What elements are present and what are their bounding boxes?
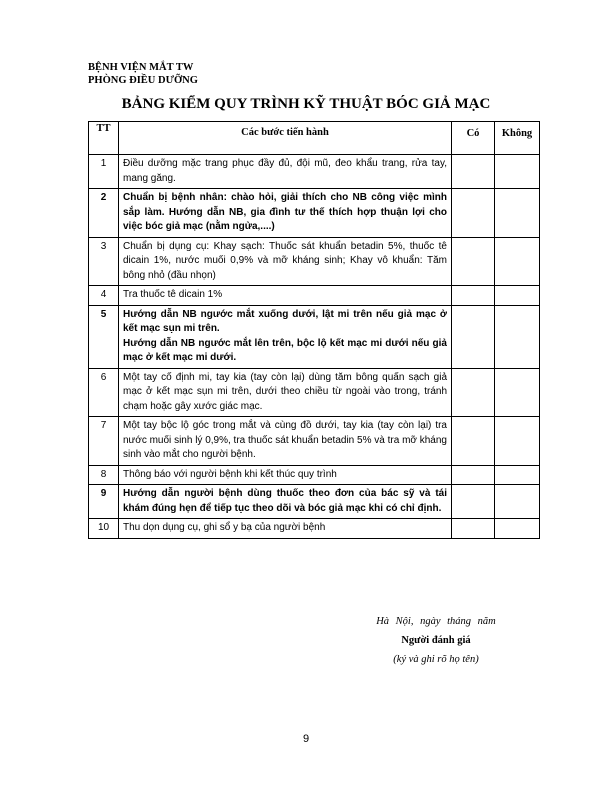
row-number: 7 — [89, 417, 119, 466]
row-step-text: Chuẩn bị dụng cụ: Khay sạch: Thuốc sát khuẩn betadin 5%, thuốc tê dicain 1%, nước muối 0,9% và mỡ kháng sinh; Khay vô khuẩn: Tăm bông nhỏ (đầu nhọn) — [123, 240, 447, 281]
row-khong-cell[interactable] — [495, 155, 540, 189]
table-row — [89, 465, 540, 485]
page-number: 9 — [302, 733, 310, 745]
row-step-cell — [119, 519, 452, 539]
row-step-cell — [119, 189, 452, 238]
row-number: 8 — [89, 465, 119, 485]
checklist-table — [88, 121, 540, 539]
row-khong-cell[interactable] — [495, 305, 540, 368]
signature-date-line: Hà Nội, ngày tháng năm — [376, 616, 496, 627]
row-step-cell — [119, 305, 452, 368]
table-row — [89, 305, 540, 368]
table-row — [89, 189, 540, 238]
row-co-cell[interactable] — [452, 189, 495, 238]
row-step-cell — [119, 237, 452, 286]
signature-note: (ký và ghi rõ họ tên) — [393, 654, 479, 665]
row-co-cell[interactable] — [452, 417, 495, 466]
header-co: Có — [452, 122, 495, 155]
table-header-row — [89, 122, 540, 155]
row-step-text: Thu dọn dụng cụ, ghi sổ y bạ của người bệnh — [123, 522, 326, 533]
row-co-cell[interactable] — [452, 465, 495, 485]
row-number: 6 — [89, 368, 119, 417]
row-step-cell — [119, 155, 452, 189]
table-row — [89, 417, 540, 466]
row-co-cell[interactable] — [452, 237, 495, 286]
table-row — [89, 485, 540, 519]
row-step-text: Điều dưỡng mặc trang phục đầy đủ, đội mũ, đeo khẩu trang, rửa tay, mang găng. — [123, 158, 447, 184]
row-khong-cell[interactable] — [495, 417, 540, 466]
row-step-cell — [119, 465, 452, 485]
row-khong-cell[interactable] — [495, 237, 540, 286]
row-step-text: Tra thuốc tê dicain 1% — [123, 289, 223, 300]
row-khong-cell[interactable] — [495, 519, 540, 539]
row-number: 5 — [89, 305, 119, 368]
row-step-text: Một tay bộc lộ góc trong mắt và cùng đồ dưới, tay kia (tay còn lại) tra nước muối sinh lý 0,9%, tra thuốc sát khuẩn betadin 5% và tra mỡ kháng sinh vào mắt cho người bệnh. — [123, 420, 447, 460]
row-number: 1 — [89, 155, 119, 189]
row-step-text: Thông báo với người bệnh khi kết thúc quy trình — [123, 468, 337, 480]
document-title: BẢNG KIỂM QUY TRÌNH KỸ THUẬT BÓC GIẢ MẠC — [121, 96, 491, 112]
table-row — [89, 155, 540, 189]
row-step-cell — [119, 485, 452, 519]
table-row — [89, 368, 540, 417]
row-co-cell[interactable] — [452, 368, 495, 417]
signature-role: Người đánh giá — [401, 635, 471, 646]
row-step-text: Hướng dẫn người bệnh dùng thuốc theo đơn của bác sỹ và tái khám đúng hẹn để tiếp tục theo dõi và bóc giả mạc khi có chỉ định. — [123, 488, 447, 514]
row-khong-cell[interactable] — [495, 465, 540, 485]
row-co-cell[interactable] — [452, 485, 495, 519]
header-tt: TT — [89, 122, 119, 155]
row-step-cell — [119, 368, 452, 417]
signature-block — [300, 612, 572, 669]
row-khong-cell[interactable] — [495, 286, 540, 306]
row-number: 3 — [89, 237, 119, 286]
row-khong-cell[interactable] — [495, 189, 540, 238]
row-khong-cell[interactable] — [495, 368, 540, 417]
row-co-cell[interactable] — [452, 286, 495, 306]
org-line-2: PHÒNG ĐIỀU DƯỠNG — [88, 75, 198, 86]
header-khong: Không — [495, 122, 540, 155]
row-step-text: Chuẩn bị bệnh nhân: chào hỏi, giải thích cho NB công việc mình sắp làm. Hướng dẫn NB, gia đình tư thế thích hợp thuận lợi cho việc bóc giả mạc (nằm ngửa,....) — [123, 192, 447, 232]
row-number: 4 — [89, 286, 119, 306]
org-line-1: BỆNH VIỆN MẮT TW — [88, 62, 194, 73]
row-number: 2 — [89, 189, 119, 238]
table-row — [89, 519, 540, 539]
row-step-cell — [119, 286, 452, 306]
row-co-cell[interactable] — [452, 305, 495, 368]
header-step: Các bước tiến hành — [119, 122, 452, 155]
row-co-cell[interactable] — [452, 155, 495, 189]
organization-header — [88, 61, 198, 87]
row-step-text: Hướng dẫn NB ngước mắt xuống dưới, lật mi trên nếu giả mạc ở kết mạc sụn mi trên. — [123, 308, 447, 334]
row-step-cell — [119, 417, 452, 466]
row-step-text-2: Hướng dẫn NB ngước mắt lên trên, bộc lộ kết mạc mi dưới nếu giả mạc ở kết mạc mi dưới. — [123, 337, 447, 363]
table-row — [89, 286, 540, 306]
row-khong-cell[interactable] — [495, 485, 540, 519]
row-number: 10 — [89, 519, 119, 539]
row-co-cell[interactable] — [452, 519, 495, 539]
row-number: 9 — [89, 485, 119, 519]
table-row — [89, 237, 540, 286]
row-step-text: Một tay cố định mi, tay kia (tay còn lại) dùng tăm bông quấn sạch giả mạc ở kết mạc sụn mi trên, dưới theo chiều từ ngoài vào trong, tránh chạm hoặc gây xước giác mạc. — [123, 371, 447, 412]
